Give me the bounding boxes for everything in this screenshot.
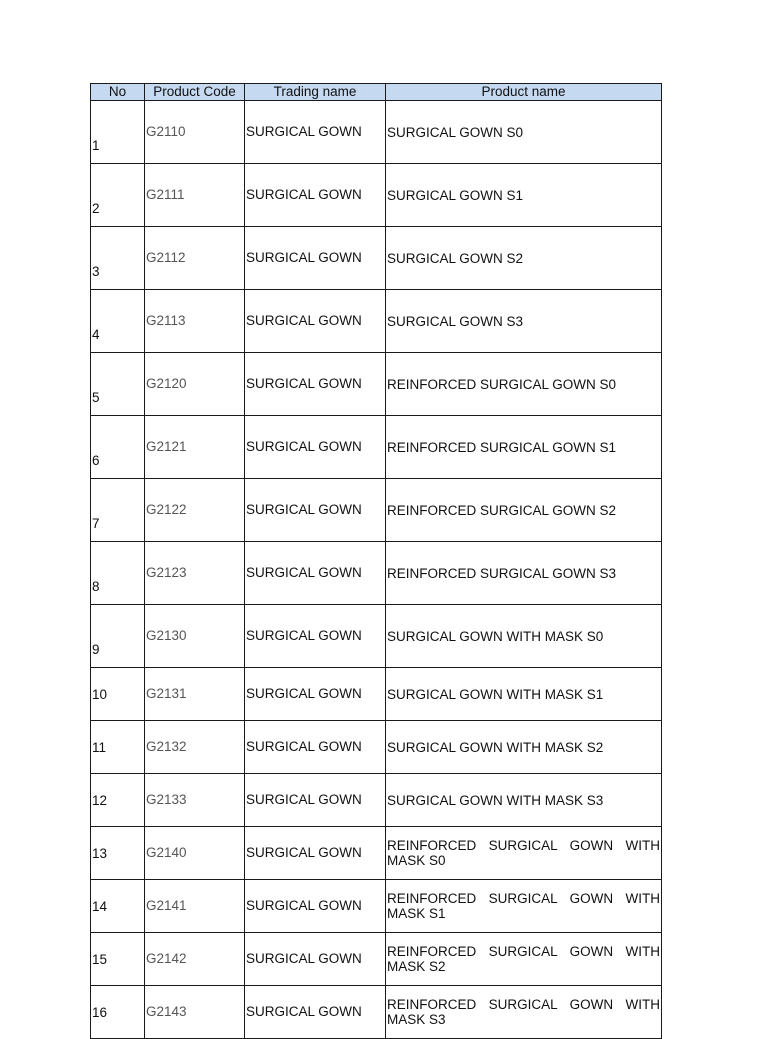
cell-product-name: REINFORCED SURGICAL GOWN S1 — [386, 416, 662, 479]
trading-name-text: SURGICAL GOWN — [246, 438, 362, 454]
cell-product-code — [145, 101, 245, 164]
table-row — [91, 290, 662, 353]
product-code-text: G2123 — [146, 564, 187, 580]
cell-product-code — [145, 542, 245, 605]
document-page — [90, 83, 662, 1039]
header-product-code: Product Code — [145, 84, 245, 101]
cell-product-name: SURGICAL GOWN S2 — [386, 227, 662, 290]
cell-no: 5 — [91, 353, 145, 416]
table-row — [91, 101, 662, 164]
cell-no: 8 — [91, 542, 145, 605]
cell-no: 16 — [91, 986, 145, 1039]
table-row — [91, 416, 662, 479]
trading-name-text: SURGICAL GOWN — [246, 844, 362, 860]
cell-trading-name — [245, 774, 386, 827]
cell-product-code — [145, 164, 245, 227]
trading-name-text: SURGICAL GOWN — [246, 564, 362, 580]
cell-product-name: REINFORCED SURGICAL GOWN WITH MASK S0 — [386, 827, 662, 880]
product-code-text: G2112 — [146, 249, 186, 265]
table-row — [91, 721, 662, 774]
cell-trading-name — [245, 668, 386, 721]
trading-name-text: SURGICAL GOWN — [246, 627, 362, 643]
cell-no: 4 — [91, 290, 145, 353]
product-code-text: G2141 — [146, 897, 187, 913]
cell-product-code — [145, 227, 245, 290]
cell-trading-name — [245, 416, 386, 479]
table-row — [91, 774, 662, 827]
cell-product-code — [145, 827, 245, 880]
cell-product-name: REINFORCED SURGICAL GOWN S3 — [386, 542, 662, 605]
product-code-text: G2140 — [146, 844, 187, 860]
cell-trading-name — [245, 227, 386, 290]
trading-name-text: SURGICAL GOWN — [246, 375, 362, 391]
trading-name-text: SURGICAL GOWN — [246, 123, 362, 139]
product-code-text: G2133 — [146, 791, 187, 807]
trading-name-text: SURGICAL GOWN — [246, 685, 362, 701]
table-row — [91, 827, 662, 880]
cell-product-name: SURGICAL GOWN WITH MASK S3 — [386, 774, 662, 827]
trading-name-text: SURGICAL GOWN — [246, 312, 362, 328]
cell-product-code — [145, 774, 245, 827]
product-code-text: G2130 — [146, 627, 187, 643]
cell-product-name: REINFORCED SURGICAL GOWN S2 — [386, 479, 662, 542]
cell-product-code — [145, 668, 245, 721]
cell-trading-name — [245, 605, 386, 668]
trading-name-text: SURGICAL GOWN — [246, 249, 362, 265]
cell-no: 10 — [91, 668, 145, 721]
cell-product-name: SURGICAL GOWN S1 — [386, 164, 662, 227]
cell-product-code — [145, 605, 245, 668]
cell-trading-name — [245, 827, 386, 880]
trading-name-text: SURGICAL GOWN — [246, 186, 362, 202]
cell-product-name: REINFORCED SURGICAL GOWN S0 — [386, 353, 662, 416]
table-row — [91, 880, 662, 933]
trading-name-text: SURGICAL GOWN — [246, 897, 362, 913]
trading-name-text: SURGICAL GOWN — [246, 1003, 362, 1019]
cell-trading-name — [245, 880, 386, 933]
product-code-text: G2142 — [146, 950, 187, 966]
header-no: No — [91, 84, 145, 101]
cell-product-name: SURGICAL GOWN S0 — [386, 101, 662, 164]
cell-product-name: REINFORCED SURGICAL GOWN WITH MASK S1 — [386, 880, 662, 933]
table-header — [91, 84, 662, 101]
cell-product-code — [145, 290, 245, 353]
cell-product-code — [145, 986, 245, 1039]
cell-no: 15 — [91, 933, 145, 986]
cell-no: 3 — [91, 227, 145, 290]
cell-trading-name — [245, 721, 386, 774]
table-body — [91, 101, 662, 1039]
cell-no: 7 — [91, 479, 145, 542]
product-code-text: G2132 — [146, 738, 187, 754]
table-row — [91, 542, 662, 605]
cell-product-name: SURGICAL GOWN S3 — [386, 290, 662, 353]
cell-trading-name — [245, 290, 386, 353]
trading-name-text: SURGICAL GOWN — [246, 791, 362, 807]
trading-name-text: SURGICAL GOWN — [246, 501, 362, 517]
table-row — [91, 668, 662, 721]
header-trading-name: Trading name — [245, 84, 386, 101]
table-row — [91, 986, 662, 1039]
cell-trading-name — [245, 986, 386, 1039]
cell-no: 2 — [91, 164, 145, 227]
cell-no: 6 — [91, 416, 145, 479]
cell-product-code — [145, 721, 245, 774]
product-code-text: G2143 — [146, 1003, 187, 1019]
table-row — [91, 353, 662, 416]
cell-product-name: SURGICAL GOWN WITH MASK S1 — [386, 668, 662, 721]
product-table — [90, 83, 662, 1039]
cell-no: 12 — [91, 774, 145, 827]
table-row — [91, 933, 662, 986]
cell-trading-name — [245, 479, 386, 542]
cell-no: 9 — [91, 605, 145, 668]
cell-trading-name — [245, 542, 386, 605]
product-code-text: G2122 — [146, 501, 187, 517]
cell-product-code — [145, 933, 245, 986]
cell-product-code — [145, 416, 245, 479]
cell-no: 11 — [91, 721, 145, 774]
product-code-text: G2113 — [146, 312, 186, 328]
trading-name-text: SURGICAL GOWN — [246, 738, 362, 754]
header-row — [91, 84, 662, 101]
cell-no: 13 — [91, 827, 145, 880]
cell-product-code — [145, 880, 245, 933]
product-code-text: G2110 — [146, 123, 186, 139]
table-row — [91, 479, 662, 542]
table-row — [91, 164, 662, 227]
cell-no: 1 — [91, 101, 145, 164]
table-row — [91, 227, 662, 290]
cell-no: 14 — [91, 880, 145, 933]
cell-trading-name — [245, 353, 386, 416]
cell-product-name: REINFORCED SURGICAL GOWN WITH MASK S2 — [386, 933, 662, 986]
table-row — [91, 605, 662, 668]
product-code-text: G2121 — [146, 438, 187, 454]
cell-trading-name — [245, 933, 386, 986]
product-code-text: G2131 — [146, 685, 187, 701]
cell-product-name: SURGICAL GOWN WITH MASK S0 — [386, 605, 662, 668]
cell-product-code — [145, 479, 245, 542]
header-product-name: Product name — [386, 84, 662, 101]
trading-name-text: SURGICAL GOWN — [246, 950, 362, 966]
cell-trading-name — [245, 164, 386, 227]
cell-trading-name — [245, 101, 386, 164]
product-code-text: G2120 — [146, 375, 187, 391]
cell-product-code — [145, 353, 245, 416]
cell-product-name: REINFORCED SURGICAL GOWN WITH MASK S3 — [386, 986, 662, 1039]
cell-product-name: SURGICAL GOWN WITH MASK S2 — [386, 721, 662, 774]
product-code-text: G2111 — [146, 186, 185, 202]
